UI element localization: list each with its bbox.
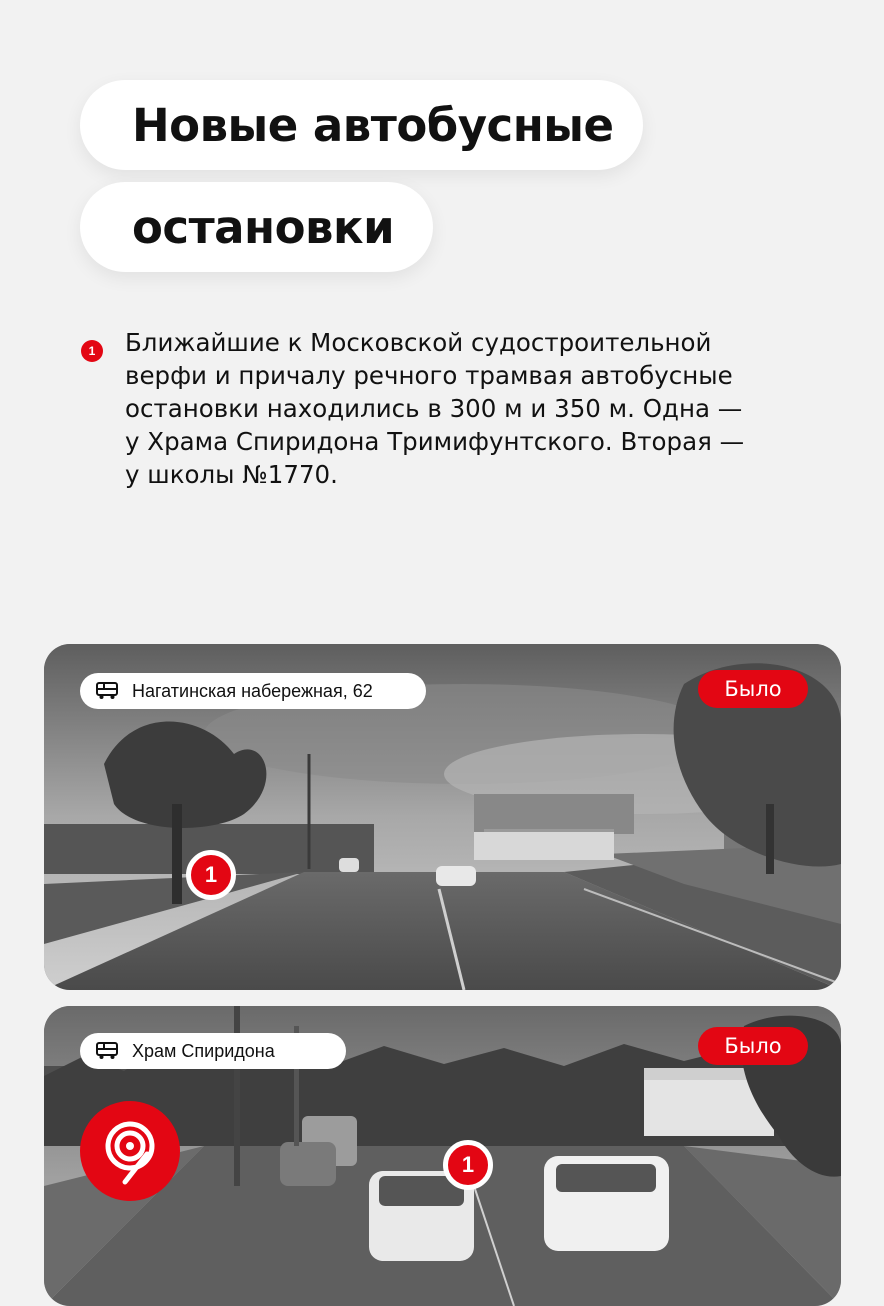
stop-location-marker: 1 (443, 1140, 493, 1190)
stop-address-label (80, 1033, 346, 1069)
bus-icon (96, 1041, 118, 1061)
stop-address-text: Храм Спиридона (132, 1040, 275, 1061)
bus-icon (96, 681, 118, 701)
description-text: Ближайшие к Московской судостроительной верфи и причалу речного трамвая автобусные остановки находились в 300 м и 350 м. Одна — у Храма Спиридона Тримифунтского. Вторая — у школы №1770. (125, 328, 745, 489)
list-number-badge: 1 (81, 340, 103, 362)
bus-stop-photo-card (44, 644, 841, 990)
status-badge: Было (698, 670, 808, 708)
stop-location-marker: 1 (186, 850, 236, 900)
page-title-line-1: Новые автобусные (80, 80, 643, 170)
page-title-line-2: остановки (80, 182, 433, 272)
status-badge: Было (698, 1027, 808, 1065)
stop-address-label (80, 673, 426, 709)
logo-pin-icon (80, 1101, 180, 1201)
bus-stop-photo-card (44, 1006, 841, 1306)
stop-address-text: Нагатинская набережная, 62 (132, 680, 373, 701)
